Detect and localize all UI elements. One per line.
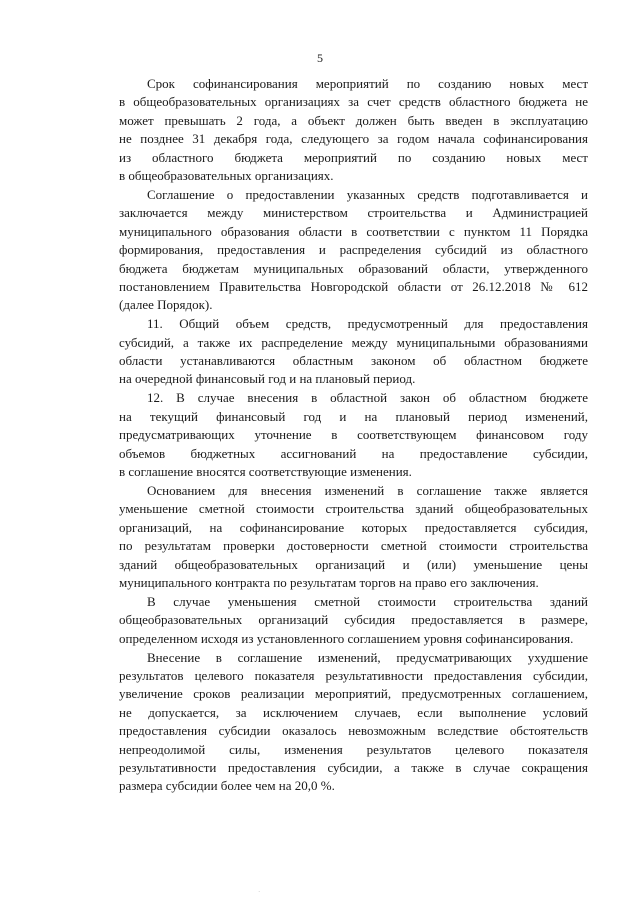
- text-line: предусматривающих уточнение в соответствующем финансовом году: [119, 427, 588, 443]
- text-line: субсидий, а также их распределение между муниципальными образованиями: [119, 334, 588, 350]
- text-line: в общеобразовательных организациях за счет средств областного бюджета не: [119, 94, 588, 110]
- text-line: 11. Общий объем средств, предусмотренный для предоставления: [147, 316, 588, 332]
- text-line: на текущий финансовый год и на плановый период изменений,: [119, 408, 588, 424]
- text-line: заключается между министерством строительства и Администрацией: [119, 205, 588, 221]
- text-line: непреодолимой силы, изменения результатов целевого показателя: [119, 741, 588, 757]
- text-line: результативности предоставления субсидии, а также в случае сокращения: [119, 760, 588, 776]
- text-line: области устанавливаются областным законом об областном бюджете: [119, 353, 588, 369]
- text-line: не допускается, за исключением случаев, если выполнение условий: [119, 704, 588, 720]
- text-line: зданий общеобразовательных организаций и (или) уменьшение цены: [119, 556, 588, 572]
- paragraph-cofinancing-term: [119, 75, 588, 185]
- text-line: по результатам проверки достоверности сметной стоимости строительства: [119, 538, 588, 554]
- text-line: определенном исходя из установленного соглашением уровня софинансирования.: [119, 630, 574, 646]
- text-line: уменьшение сметной стоимости строительства зданий общеобразовательных: [119, 501, 588, 517]
- text-line: результатов целевого показателя результативности предоставления субсидии,: [119, 668, 588, 684]
- text-line: из областного бюджета мероприятий по созданию новых мест: [119, 149, 588, 165]
- text-line: Основанием для внесения изменений в соглашение также является: [147, 482, 588, 498]
- text-line: формирования, предоставления и распределения субсидий из областного: [119, 242, 588, 258]
- paragraph-deterioration-ban: [119, 649, 588, 796]
- text-line: бюджета бюджетам муниципальных образований области, утвержденного: [119, 260, 588, 276]
- paragraph-clause-12: [119, 389, 588, 481]
- text-line: муниципального контракта по результатам торгов на право его заключения.: [119, 574, 539, 590]
- paragraph-cost-reduction: [119, 593, 588, 648]
- scan-artifact-mark: ·: [258, 888, 261, 896]
- document-body: [119, 75, 588, 796]
- text-line: общеобразовательных организаций субсидия предоставляется в размере,: [119, 612, 588, 628]
- text-line: В случае уменьшения сметной стоимости строительства зданий: [147, 593, 588, 609]
- text-line: организаций, на софинансирование которых предоставляется субсидия,: [119, 519, 588, 535]
- page-number: 5: [317, 51, 323, 65]
- text-line: увеличение сроков реализации мероприятий, предусмотренных соглашением,: [119, 686, 588, 702]
- text-line: Срок софинансирования мероприятий по созданию новых мест: [147, 76, 588, 91]
- text-line: на очередной финансовый год и на плановый период.: [119, 371, 416, 387]
- text-line: объемов бюджетных ассигнований на предоставление субсидии,: [119, 445, 588, 461]
- text-line: в соглашение вносятся соответствующие изменения.: [119, 463, 412, 479]
- text-line: Внесение в соглашение изменений, предусматривающих ухудшение: [147, 649, 588, 665]
- text-line: постановлением Правительства Новгородской области от 26.12.2018 № 612: [119, 278, 588, 294]
- paragraph-clause-11: [119, 315, 588, 389]
- text-line: муниципального образования области в соответствии с пунктом 11 Порядка: [119, 223, 588, 239]
- text-line: Соглашение о предоставлении указанных средств подготавливается и: [147, 186, 588, 202]
- text-line: предоставления субсидии оказалось невозможным вследствие обстоятельств: [119, 723, 588, 739]
- text-line: размера субсидии более чем на 20,0 %.: [119, 778, 335, 794]
- text-line: 12. В случае внесения в областной закон об областном бюджете: [147, 390, 588, 406]
- paragraph-agreement: [119, 186, 588, 315]
- text-line: может превышать 2 года, а объект должен быть введен в эксплуатацию: [119, 112, 588, 128]
- text-line: в общеобразовательных организациях.: [119, 167, 334, 183]
- paragraph-grounds-for-changes: [119, 482, 588, 592]
- text-line: (далее Порядок).: [119, 297, 213, 313]
- text-line: не позднее 31 декабря года, следующего за годом начала софинансирования: [119, 131, 588, 147]
